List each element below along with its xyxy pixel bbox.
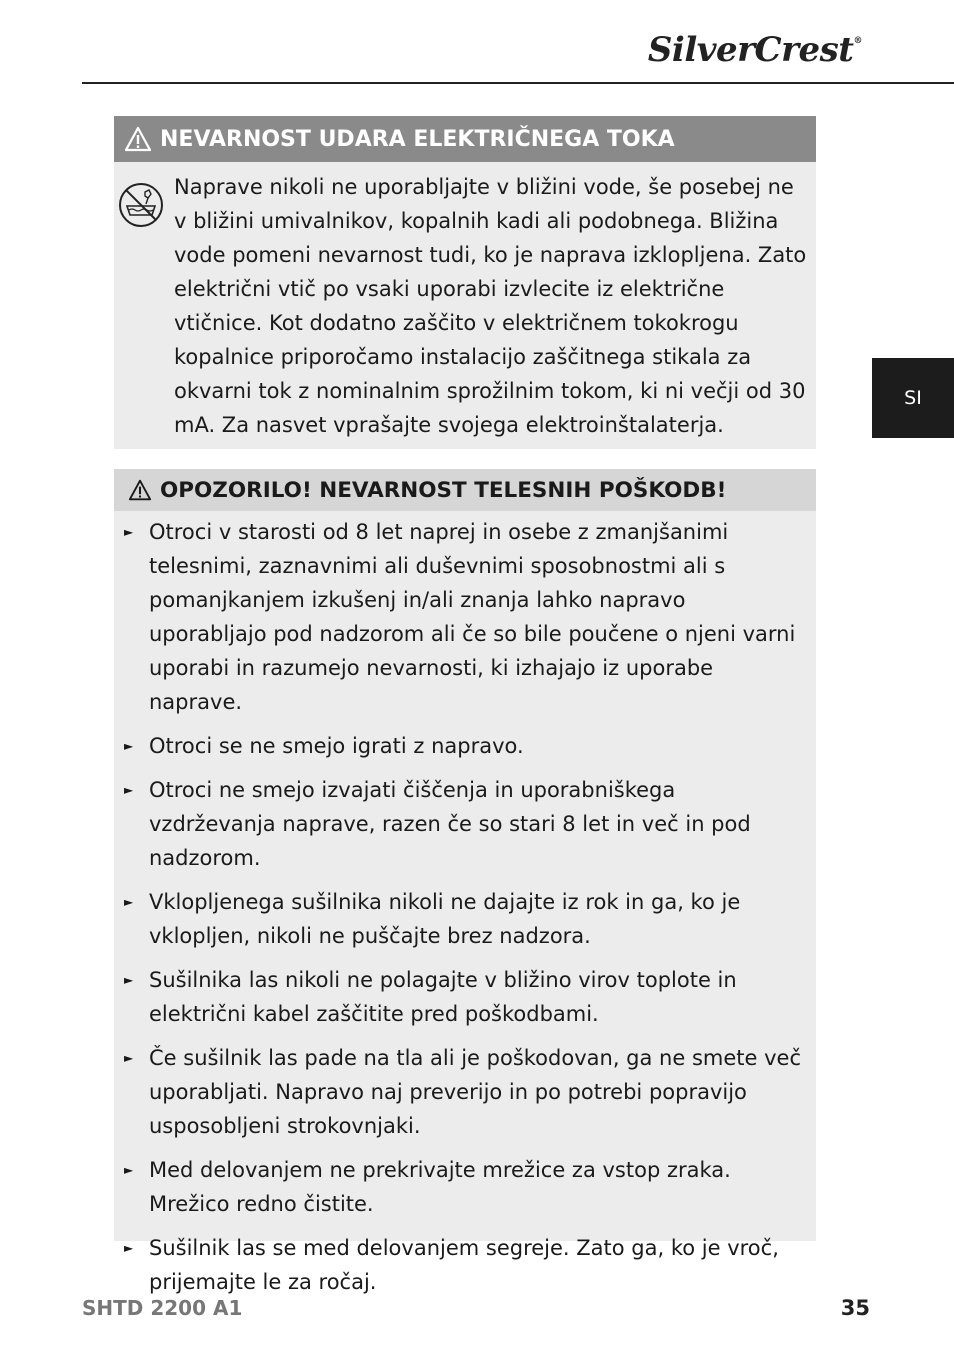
bullet-arrow-icon: ►: [124, 1051, 134, 1065]
list-item: ► Vklopljenega sušilnika nikoli ne dajajte iz rok in ga, ko je vklopljen, nikoli ne puščajte brez nadzora.: [114, 885, 808, 953]
warning-box-title: OPOZORILO! NEVARNOST TELESNIH POŠKODB!: [160, 477, 727, 503]
bullet-arrow-icon: ►: [124, 1163, 134, 1177]
list-item: ► Otroci ne smejo izvajati čiščenja in uporabniškega vzdrževanja naprave, razen če so stari 8 let in več in pod nadzorom.: [114, 773, 808, 875]
danger-box-header: [114, 116, 816, 162]
no-water-bath-icon: [118, 182, 164, 228]
header-rule: [82, 82, 954, 84]
language-tab-label: SI: [904, 387, 922, 409]
language-tab: [872, 358, 954, 438]
brand-logo: SilverCrest®: [647, 30, 862, 70]
bullet-arrow-icon: ►: [124, 783, 134, 797]
warning-triangle-icon: [124, 126, 152, 152]
bullet-arrow-icon: ►: [124, 525, 134, 539]
list-item: ► Če sušilnik las pade na tla ali je poškodovan, ga ne smete več uporabljati. Napravo naj preverijo in po potrebi popravijo usposobljeni strokovnjaki.: [114, 1041, 808, 1143]
warning-box-header: [114, 469, 816, 511]
danger-box-text: Naprave nikoli ne uporabljajte v bližini vode, še posebej ne v bližini umivalnikov, kopalnih kadi ali podobnega. Bližina vode pomeni nevarnost tudi, ko je naprava izklopljena. Zato električni vtič po vsaki uporabi izvlecite iz električne vtičnice. Kot dodatno zaščito v električnem tokokrogu kopalnice priporočamo instalacijo zaščitnega stikala za okvarni tok z nominalnim sprožilnim tokom, ki ni večji od 30 mA. Za nasvet vprašajte svojega elektroinštalaterja.: [174, 175, 807, 437]
list-item: ► Sušilnika las nikoli ne polagajte v bližino virov toplote in električni kabel zaščitite pred poškodbami.: [114, 963, 808, 1031]
bullet-arrow-icon: ►: [124, 739, 134, 753]
danger-box: [114, 116, 816, 449]
bullet-arrow-icon: ►: [124, 1241, 134, 1255]
list-item: ► Otroci v starosti od 8 let naprej in osebe z zmanjšanimi telesnimi, zaznavnimi ali duševnimi sposobnostmi ali s pomanjkanjem izkušenj in/ali znanja lahko napravo uporabljajo pod nadzorom ali če so bile poučene o njeni varni uporabi in razumejo nevarnosti, ki izhajajo iz uporabe naprave.: [114, 515, 808, 719]
bullet-arrow-icon: ►: [124, 973, 134, 987]
warning-triangle-icon: [128, 479, 152, 501]
list-item: ► Otroci se ne smejo igrati z napravo.: [114, 729, 808, 763]
page-number: 35: [840, 1296, 870, 1320]
footer-model: SHTD 2200 A1: [82, 1296, 243, 1320]
list-item: ► Med delovanjem ne prekrivajte mrežice za vstop zraka. Mrežico redno čistite.: [114, 1153, 808, 1221]
list-item: ► Sušilnik las se med delovanjem segreje. Zato ga, ko je vroč, prijemajte le za ročaj.: [114, 1231, 808, 1299]
danger-box-title: NEVARNOST UDARA ELEKTRIČNEGA TOKA: [160, 126, 675, 152]
warning-box: [114, 469, 816, 1294]
warning-list: [114, 515, 808, 1309]
bullet-arrow-icon: ►: [124, 895, 134, 909]
